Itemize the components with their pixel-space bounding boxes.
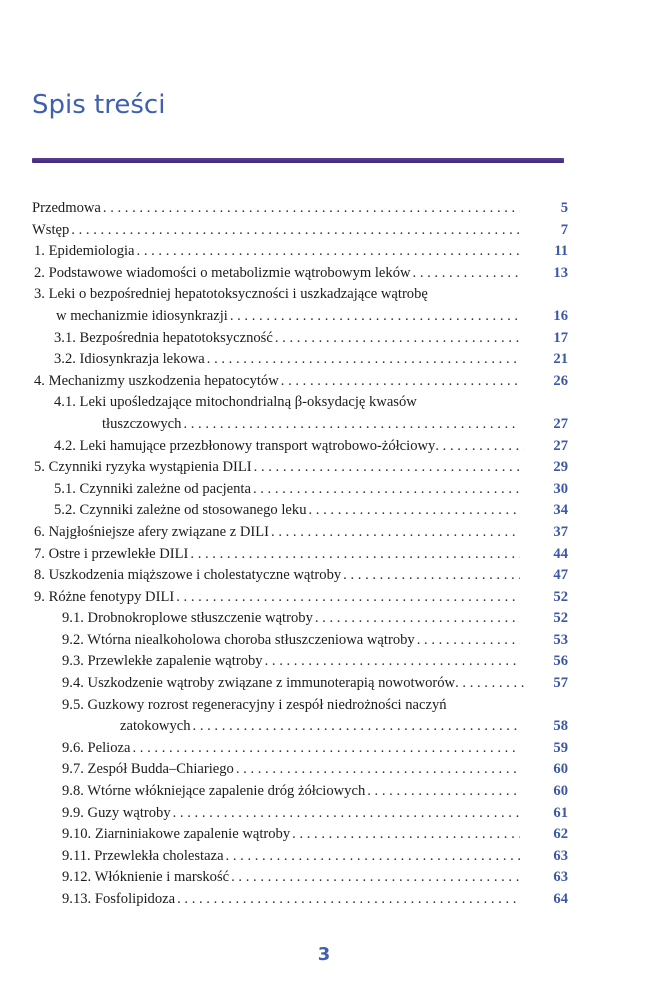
toc-entry-6[interactable] (32, 522, 570, 544)
toc-entry-label: 9.7. Zespół Budda–Chiariego (62, 761, 234, 778)
dot-leader (413, 263, 520, 285)
toc-entry-3[interactable] (32, 284, 570, 327)
dot-leader (435, 436, 524, 458)
toc-entry-label: 9.1. Drobnokroplowe stłuszczenie wątroby (62, 610, 313, 627)
toc-entry-9-12[interactable] (32, 867, 570, 889)
dot-leader (253, 479, 520, 501)
toc-entry-9-7[interactable] (32, 759, 570, 781)
toc-entry-9-6[interactable] (32, 738, 570, 760)
dot-leader (183, 414, 520, 436)
toc-entry-label: 9.4. Uszkodzenie wątroby związane z immunoterapią nowotworów (62, 675, 456, 692)
toc-page-number: 61 (553, 804, 568, 821)
toc-page-number: 59 (553, 739, 568, 756)
toc-entry-label: 3.2. Idiosynkrazja lekowa (54, 351, 205, 368)
toc-page-number: 5 (560, 200, 568, 216)
toc-page-number: 58 (553, 718, 568, 735)
toc-page-number: 21 (553, 351, 568, 368)
toc-page-number: 34 (553, 502, 568, 519)
toc-entry-2[interactable] (32, 263, 570, 285)
toc-page-number: 26 (553, 372, 568, 389)
toc-entry-9-11[interactable] (32, 846, 570, 868)
toc-page-number: 57 (553, 675, 568, 692)
toc-entry-9-4[interactable] (32, 673, 570, 695)
toc-entry-label: 3.1. Bezpośrednia hepatotoksyczność (54, 329, 273, 346)
dot-leader (315, 608, 520, 630)
toc-page-number: 60 (553, 783, 568, 800)
toc-entry-9-10[interactable] (32, 824, 570, 846)
toc-entry-label: 9.13. Fosfolipidoza (62, 891, 176, 907)
toc-entry-label-line2: zatokowych (120, 718, 191, 735)
toc-entry-label: 9.9. Guzy wątroby (62, 804, 171, 821)
toc-entry-5-2[interactable] (32, 500, 570, 522)
dot-leader (173, 803, 520, 825)
toc-page-number: 62 (553, 826, 568, 843)
toc-page-number: 60 (553, 761, 568, 778)
dot-leader (230, 306, 520, 328)
toc-page-number: 13 (553, 264, 568, 281)
toc-entry-label: 9.11. Przewlekła cholestaza (62, 847, 224, 864)
page-number: 3 (317, 944, 331, 965)
toc-entry-label: 9.3. Przewlekłe zapalenie wątroby (62, 653, 263, 670)
toc-entry-9-1[interactable] (32, 608, 570, 630)
toc-entry-label: 7. Ostre i przewlekłe DILI (34, 545, 189, 562)
toc-entry-9-3[interactable] (32, 651, 570, 673)
toc-page-number: 47 (553, 567, 568, 584)
toc-entry-label: 2. Podstawowe wiadomości o metabolizmie wątrobowym leków (34, 264, 411, 281)
toc-entry-label-line1: 3. Leki o bezpośredniej hepatotoksyczności i uszkadzające wątrobę (34, 286, 428, 303)
toc-page-number: 52 (553, 610, 568, 627)
dot-leader (177, 889, 520, 911)
toc-entry-label: 6. Najgłośniejsze afery związane z DILI (34, 523, 270, 540)
dot-leader (226, 846, 520, 868)
toc-entry-label: Przedmowa (32, 200, 101, 216)
toc-entry-preface[interactable] (32, 198, 570, 220)
dot-leader (309, 500, 521, 522)
dot-leader (133, 738, 521, 760)
toc-page-number: 44 (553, 545, 568, 562)
toc-entry-label: 5.1. Czynniki zależne od pacjenta (54, 480, 251, 497)
toc-page-number: 52 (553, 588, 568, 605)
toc-entry-4-2[interactable] (32, 436, 570, 458)
title-underline (32, 158, 564, 163)
dot-leader (103, 198, 520, 220)
dot-leader (207, 349, 520, 371)
dot-leader (275, 328, 520, 350)
toc-page-number: 63 (553, 847, 568, 864)
dot-leader (367, 781, 520, 803)
toc-page-number: 27 (553, 415, 568, 432)
toc-page-number: 53 (553, 631, 568, 648)
dot-leader (281, 371, 520, 393)
page-title: Spis treści (32, 90, 166, 120)
toc-entry-4[interactable] (32, 371, 570, 393)
dot-leader (455, 673, 524, 695)
dot-leader (71, 220, 520, 242)
toc-entry-label: 5.2. Czynniki zależne od stosowanego leku (54, 502, 307, 519)
toc-page-number: 37 (553, 523, 568, 540)
toc-page-number: 64 (553, 891, 568, 907)
toc-page-number: 30 (553, 480, 568, 497)
toc-entry-label-line2: w mechanizmie idiosynkrazji (56, 307, 228, 324)
toc-entry-5[interactable] (32, 457, 570, 479)
toc-page-number: 56 (553, 653, 568, 670)
toc-entry-label: Wstęp (32, 221, 70, 238)
dot-leader (137, 241, 520, 263)
toc-entry-label: 9.8. Wtórne włókniejące zapalenie dróg żółciowych (62, 783, 366, 800)
toc-entry-introduction[interactable] (32, 220, 570, 242)
dot-leader (343, 565, 520, 587)
toc-entry-label: 9.10. Ziarniniakowe zapalenie wątroby (62, 826, 291, 843)
toc-page-number: 11 (554, 243, 568, 260)
toc-entry-9-5[interactable] (32, 695, 570, 738)
dot-leader (271, 522, 520, 544)
toc-entry-9-9[interactable] (32, 803, 570, 825)
toc-entry-label: 9. Różne fenotypy DILI (34, 588, 175, 605)
dot-leader (417, 630, 520, 652)
dot-leader (190, 544, 520, 566)
toc-entry-9-13[interactable] (32, 889, 570, 911)
dot-leader (231, 867, 520, 889)
toc-entry-4-1[interactable] (32, 392, 570, 435)
dot-leader (176, 587, 520, 609)
toc-entry-7[interactable] (32, 544, 570, 566)
toc-entry-3-1[interactable] (32, 328, 570, 350)
toc-entry-8[interactable] (32, 565, 570, 587)
toc-page-number: 27 (553, 437, 568, 454)
toc-entry-label-line1: 9.5. Guzkowy rozrost regeneracyjny i zespół niedrożności naczyń (62, 696, 447, 713)
toc-page-number: 17 (553, 329, 568, 346)
toc-entry-1[interactable] (32, 241, 570, 263)
toc-page-number: 7 (560, 221, 568, 238)
toc-page-number: 29 (553, 459, 568, 476)
toc-entry-label: 4.2. Leki hamujące przezbłonowy transport wątrobowo-żółciowy (54, 437, 436, 454)
toc-entry-label: 5. Czynniki ryzyka wystąpienia DILI (34, 459, 252, 476)
dot-leader (254, 457, 520, 479)
toc-entry-9-2[interactable] (32, 630, 570, 652)
dot-leader (236, 759, 520, 781)
toc-entry-label: 1. Epidemiologia (34, 243, 135, 260)
toc-entry-label: 4. Mechanizmy uszkodzenia hepatocytów (34, 372, 279, 389)
dot-leader (292, 824, 520, 846)
toc-entry-label-line2: tłuszczowych (102, 415, 182, 432)
toc-entry-label: 9.2. Wtórna niealkoholowa choroba stłuszczeniowa wątroby (62, 631, 415, 648)
table-of-contents (32, 198, 570, 911)
toc-entry-5-1[interactable] (32, 479, 570, 501)
toc-entry-9-8[interactable] (32, 781, 570, 803)
dot-leader (193, 716, 520, 738)
toc-entry-label: 9.12. Włóknienie i marskość (62, 869, 230, 886)
toc-entry-label: 8. Uszkodzenia miąższowe i cholestatyczne wątroby (34, 567, 342, 584)
toc-page-number: 16 (553, 307, 568, 324)
toc-entry-label: 9.6. Pelioza (62, 739, 131, 756)
toc-entry-label-line1: 4.1. Leki upośledzające mitochondrialną β-oksydację kwasów (54, 394, 417, 411)
toc-entry-3-2[interactable] (32, 349, 570, 371)
toc-page-number: 63 (553, 869, 568, 886)
toc-entry-9[interactable] (32, 587, 570, 609)
dot-leader (265, 651, 520, 673)
